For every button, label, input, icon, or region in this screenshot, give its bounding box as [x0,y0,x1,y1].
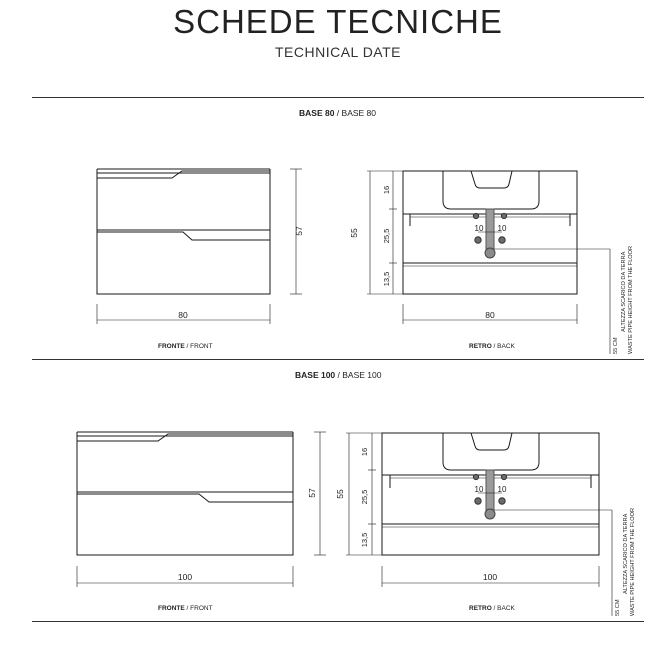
view-label-rest: / FRONT [184,343,213,350]
view-label-bold: RETRO [469,343,492,350]
dim-height-back: 55 [349,228,359,238]
dim-pipe-left: 10 [474,485,484,494]
water-inlet-right-upper [501,213,506,218]
back-view-base-80 [367,171,610,354]
drain-note-line3: WASTE PIPE HEIGHT FROM THE FLOOR [628,245,634,354]
section-label-bold: BASE 100 [295,370,336,380]
dim-height-back: 55 [335,489,345,499]
basin-outline [443,171,539,209]
drain-note-base-100 [615,508,636,616]
water-inlet-left [475,237,481,243]
waste-pipe-outlet [485,509,495,519]
front-view-base-80 [97,169,302,324]
dim-width-back: 80 [485,310,495,320]
water-inlet-right [499,237,505,243]
drain-note-line2: ALTEZZA SCARICO DA TERRA [621,251,627,332]
basin-overflow [471,433,512,450]
page-title: SCHEDE TECNICHE [173,3,503,40]
drawer-handle-top [77,434,293,441]
water-inlet-left [475,498,481,504]
dim-height-front: 57 [294,226,304,236]
basin-overflow [471,171,512,188]
dim-width-back: 100 [482,572,498,582]
drain-note-line2: ALTEZZA SCARICO DA TERRA [623,513,629,594]
view-label-rest: / BACK [491,605,515,612]
cabinet-front-outline [97,173,270,294]
dim-segment-bottom: 13,5 [382,271,391,287]
drain-note-base-80 [613,246,634,354]
section-label-rest: / BASE 100 [335,370,382,380]
dim-pipe-left: 10 [474,224,484,233]
view-label-bold: FRONTE [158,605,185,612]
water-inlet-right-upper [501,474,506,479]
dim-pipe-right: 10 [497,485,507,494]
view-label-rest: / FRONT [184,605,213,612]
basin-outline [443,433,539,470]
view-label-bold: RETRO [469,605,492,612]
water-inlet-left-upper [473,474,478,479]
view-label-bold: FRONTE [158,343,185,350]
drawer-handle-bottom [97,232,270,240]
dim-segment-middle: 25,5 [382,228,391,244]
dim-segment-top: 16 [382,185,391,195]
dim-width-front: 100 [177,572,193,582]
front-view-base-100 [77,432,326,587]
dim-height-front: 57 [307,488,317,498]
drain-note-line1: 55 CM [615,599,621,616]
waste-pipe [486,470,494,510]
dim-segment-bottom: 13,5 [360,532,369,548]
water-inlet-right [499,498,505,504]
waste-pipe [486,209,494,249]
cabinet-front-outline [77,436,293,555]
view-label-rest: / BACK [491,343,515,350]
dim-segment-middle: 25,5 [360,489,369,505]
water-inlet-left-upper [473,213,478,218]
dim-segment-top: 16 [360,447,369,457]
dim-pipe-right: 10 [497,224,507,233]
back-view-base-100 [346,433,612,616]
waste-pipe-outlet [485,248,495,258]
drain-note-line1: 55 CM [613,337,619,354]
drawer-handle-top [97,171,270,178]
section-label-rest: / BASE 80 [334,108,377,118]
section-label-bold: BASE 80 [299,108,335,118]
drawer-handle-bottom [77,494,293,502]
page-subtitle: TECHNICAL DATE [274,44,401,60]
dim-width-front: 80 [178,310,188,320]
drain-note-line3: WASTE PIPE HEIGHT FROM THE FLOOR [630,507,636,616]
